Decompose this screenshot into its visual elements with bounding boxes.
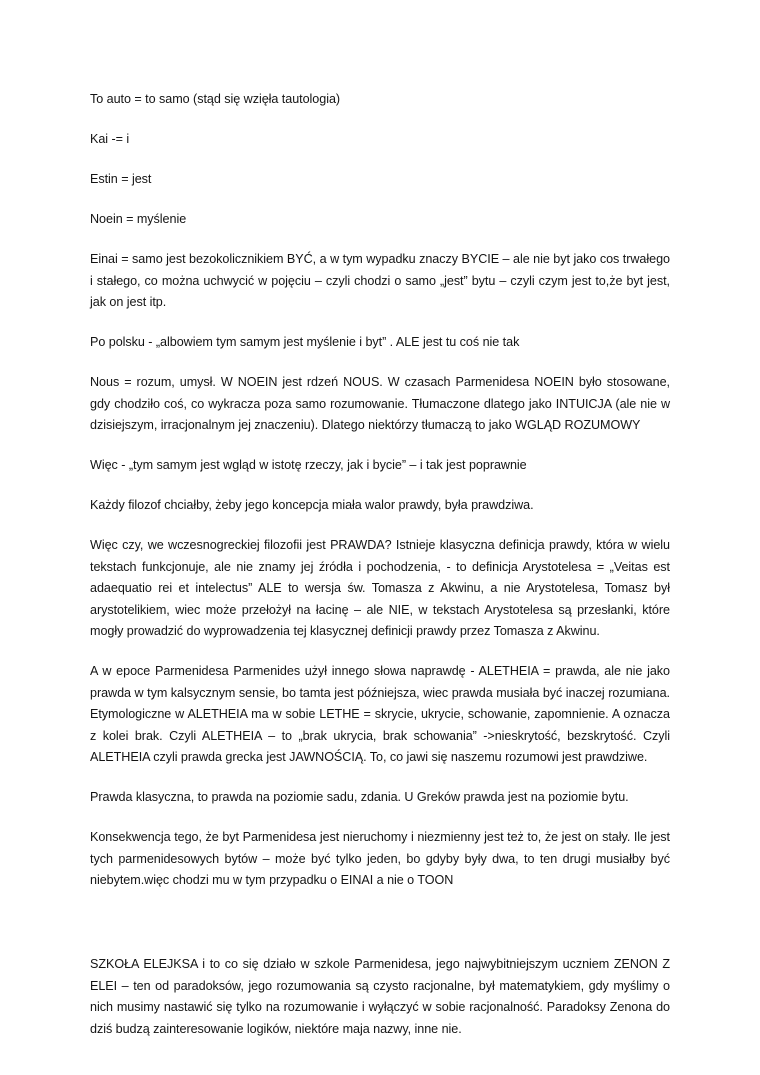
paragraph-einai: Einai = samo jest bezokolicznikiem BYĆ, a w tym wypadku znaczy BYCIE – ale nie byt jako cos trwałego i stałego, co można uchwycić w pojęciu – czyli chodzi o samo „jest” bytu – czyli czym jest to,że byt jest, jak on jest itp. (90, 252, 670, 309)
paragraph-noein: Noein = myślenie (90, 212, 187, 226)
paragraph-konsekwencja: Konsekwencja tego, że byt Parmenidesa jest nieruchomy i niezmienny jest też to, że jest on stały. Ile jest tych parmenidesowych bytów – może być tylko jeden, bo gdyby były dwa, to ten drugi musiałby być niebytem.więc chodzi mu w tym przypadku o EINAI a nie o TOON (90, 830, 670, 887)
paragraph-tautology: To auto = to samo (stąd się wzięła tautologia) (90, 92, 341, 106)
paragraph-po-polsku: Po polsku - „albowiem tym samym jest myślenie i byt” . ALE jest tu coś nie tak (90, 335, 520, 349)
paragraph-prawda-klasyczna: Prawda klasyczna, to prawda na poziomie sadu, zdania. U Greków prawda jest na poziomie bytu. (90, 790, 629, 804)
paragraph-wglad: Więc - „tym samym jest wgląd w istotę rzeczy, jak i bycie” – i tak jest poprawnie (90, 458, 527, 472)
paragraph-aletheia: A w epoce Parmenidesa Parmenides użył innego słowa naprawdę - ALETHEIA = prawda, ale nie jako prawda w tym kalsycznym sensie, bo tamta jest późniejsza, wiec prawda musiała być inaczej rozumiana. Etymologiczne w ALETHEIA ma w sobie LETHE = skrycie, ukrycie, schowanie, zapomnienie. A oznacza z kolei brak. Czyli ALETHEIA – to „brak ukrycia, brak schowania” ->nieskrytość, bezskrytość. Czyli ALETHEIA czyli prawda grecka jest JAWNOŚCIĄ. To, co jawi się naszemu rozumowi jest prawdziwe. (90, 664, 670, 764)
paragraph-kai: Kai -= i (90, 132, 130, 146)
paragraph-estin: Estin = jest (90, 172, 152, 186)
paragraph-filozof: Każdy filozof chciałby, żeby jego koncepcja miała walor prawdy, była prawdziwa. (90, 498, 534, 512)
section-gap (90, 910, 670, 954)
paragraph-szkola-elejska: SZKOŁA ELEJKSA i to co się działo w szkole Parmenidesa, jego najwybitniejszym uczniem ZENON Z ELEI – ten od paradoksów, jego rozumowania są czysto racjonalne, był matematykiem, gdy myślimy o nich musimy nastawić się tylko na rozumowanie i wyłączyć w sobie racjonalność. Paradoksy Zenona do dziś budzą zainteresowanie logików, niektóre maja nazwy, inne nie. (90, 957, 670, 1036)
paragraph-prawda-definicja: Więc czy, we wczesnogreckiej filozofii jest PRAWDA? Istnieje klasyczna definicja prawdy, która w wielu tekstach funkcjonuje, ale nie znamy jej źródła i pochodzenia, - to definicja Arystotelesa = „Veitas est adaequatio rei et intelectus” ALE to wersja św. Tomasza z Akwinu, a nie Arystotelesa, Tomasz był arystotelikiem, wiec może przełożył na łacinę – ale NIE, w tekstach Arystotelesa są przesłanki, które mogły prowadzić do wyprowadzenia tej klasycznej definicji prawdy przez Tomasza z Akwinu. (90, 538, 670, 638)
document-page (90, 89, 670, 1059)
paragraph-nous: Nous = rozum, umysł. W NOEIN jest rdzeń NOUS. W czasach Parmenidesa NOEIN było stosowane, gdy chodziło coś, co wykracza poza samo rozumowanie. Tłumaczone dlatego jako INTUICJA (ale nie w dzisiejszym, irracjonalnym jej znaczeniu). Dlatego niektórzy tłumaczą to jako WGLĄD ROZUMOWY (90, 375, 670, 432)
